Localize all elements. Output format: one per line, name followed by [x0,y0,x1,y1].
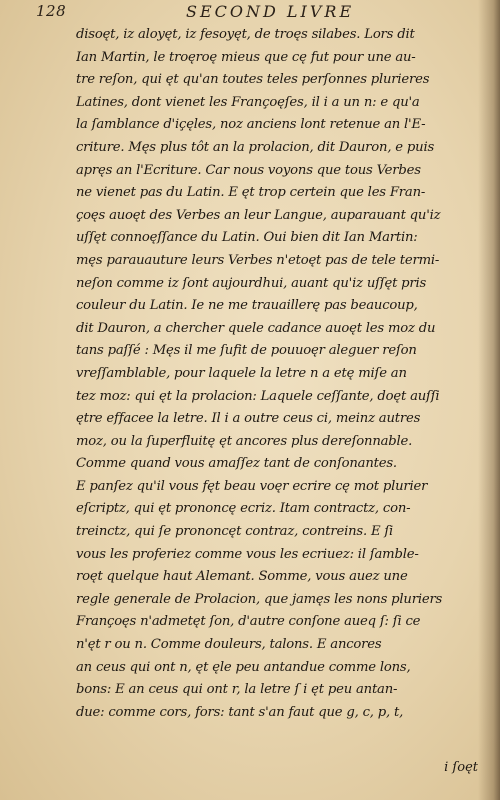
text-line: uſſęt connoęſſance du Latin. Oui bien dit Ian Martin: [76,230,418,246]
text-line: Françoęs n'admetęt ſon, d'autre conſone aueq ſ: ſi ce [76,614,421,630]
text-line: an ceus qui ont n, ęt ęle peu antandue comme lons, [76,659,411,675]
running-title: SECOND LIVRE [186,2,355,21]
text-line: dit Dauron, a chercher quele cadance auoęt les moz du [76,320,436,336]
text-line: Comme quand vous amaſſez tant de conſonantes. [76,456,397,472]
text-line: neſon comme iz ſont aujourdhui, auant qu'iz uſſęt pris [76,275,427,291]
text-line: vreſſamblable, pour laquele la letre n a etę miſe an [76,365,407,381]
text-line: çoęs auoęt des Verbes an leur Langue, auparauant qu'iz [76,207,441,223]
text-line: Latines, dont vienet les Françoęſes, il i a un n: e qu'a [76,94,420,110]
text-line: criture. Męs plus tôt an la prolacion, dit Dauron, e puis [76,139,435,155]
text-line: roęt quelque haut Alemant. Somme, vous auez une [76,569,408,585]
text-line: tez moz: qui ęt la prolacion: Laquele ceſſante, doęt auſſi [76,388,440,404]
text-line: ne vienet pas du Latin. E ęt trop certein que les Fran- [76,185,426,201]
text-line: apręs an l'Ecriture. Car nous voyons que tous Verbes [76,162,421,178]
text-line: eſcriptz, qui ęt prononcę ecriz. Itam contractz, con- [76,501,411,517]
text-line: la ſamblance d'içęles, noz anciens lont retenue an l'E- [76,117,426,133]
folio-number: 128 [36,2,67,20]
text-line: tre reſon, qui ęt qu'an toutes teles perſonnes plurieres [76,72,430,88]
page-header [36,2,466,24]
text-line: Ian Martin, le troęroę mieus que cę fut pour une au- [76,49,416,65]
text-line: due: comme cors, fors: tant s'an faut que g, c, p, t, [76,704,404,720]
text-block [76,24,488,764]
text-line: n'ęt r ou n. Comme douleurs, talons. E ancores [76,637,382,653]
text-line: ętre effacee la letre. Il i a outre ceus ci, meinz autres [76,411,421,427]
text-line: regle generale de Prolacion, que jamęs les nons pluriers [76,591,443,607]
text-line: moz, ou la ſuperfluitę ęt ancores plus dereſonnable. [76,433,413,449]
text-line: treinctz, qui ſe prononcęt contraz, contreins. E ſi [76,524,394,540]
text-line: couleur du Latin. Ie ne me trauaillerę pas beaucoup, [76,298,418,314]
text-line: męs parauauture leurs Verbes n'etoęt pas de tele termi- [76,252,440,268]
text-line: disoęt, iz aloyęt, iz fesoyęt, de troęs silabes. Lors dit [76,27,415,42]
text-line: E panſez qu'il vous fęt beau voęr ecrire cę mot plurier [76,478,428,494]
catchword: i ſoęt [444,760,478,775]
text-line: tans paſſé : Męs il me ſufit de pouuoęr aleguer reſon [76,343,417,359]
text-line: bons: E an ceus qui ont r, la letre ſ i ęt peu antan- [76,682,398,698]
text-line: vous les proferiez comme vous les ecriuez: il ſamble- [76,546,419,562]
